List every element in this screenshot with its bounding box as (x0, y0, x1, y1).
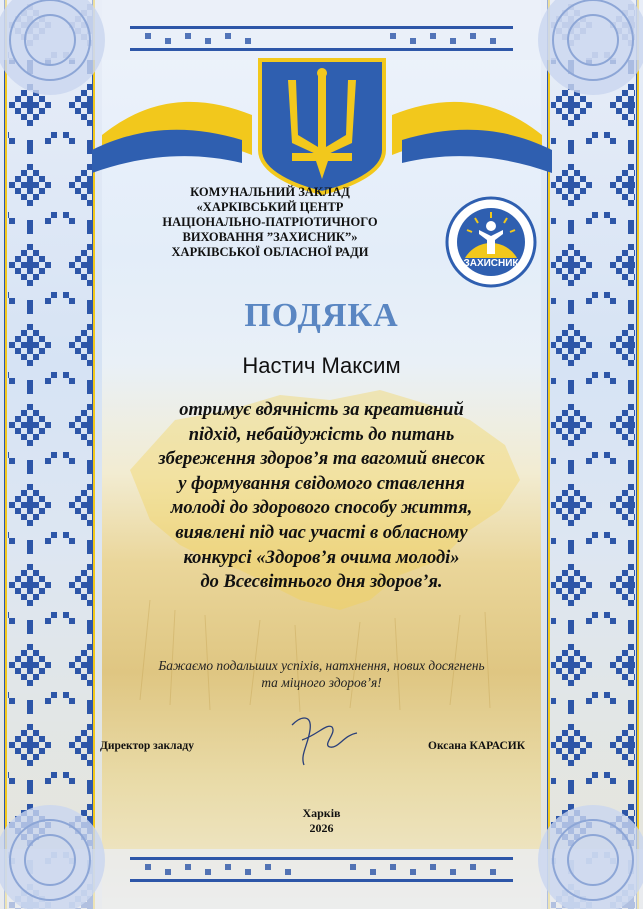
signatory-position: Директор закладу (100, 740, 194, 752)
org-line: ВИХОВАННЯ ”ЗАХИСНИК”» (182, 230, 358, 244)
handwritten-signature (282, 705, 362, 775)
recipient-name: Настич Максим (242, 353, 401, 378)
org-line: «ХАРКІВСЬКИЙ ЦЕНТР (196, 200, 344, 214)
left-ornament-border (0, 0, 102, 909)
right-ornament-border (541, 0, 643, 909)
org-line: КОМУНАЛЬНИЙ ЗАКЛАД (190, 185, 350, 199)
logo-name: ЗАХИСНИК (463, 258, 519, 269)
gratitude-text (110, 398, 533, 595)
gratitude-line: до Всесвітнього дня здоров’я. (200, 572, 443, 593)
embroidery-pattern-left (0, 0, 102, 909)
gratitude-line: отримує вдячність за креативний (179, 400, 464, 420)
certificate-title: ПОДЯКА (244, 297, 399, 334)
embroidery-pattern-right (541, 0, 643, 909)
org-line: ХАРКІВСЬКОЇ ОБЛАСНОЇ РАДИ (171, 245, 369, 259)
signatory-name: Оксана КАРАСИК (428, 740, 526, 752)
organization-name (100, 185, 440, 260)
logo-emblem-icon (445, 196, 537, 288)
gratitude-line: молоді до здорового способу життя, (170, 498, 473, 519)
gratitude-line: конкурсі «Здоров’я очима молоді» (183, 547, 460, 568)
wish-line: та міцного здоров’я! (261, 675, 382, 690)
gratitude-line: виявлені під час участі в обласному (175, 522, 468, 543)
zakhysnyk-logo (445, 196, 537, 288)
trident-coat-of-arms-icon (92, 55, 552, 195)
wishes-text (110, 657, 533, 691)
city: Харків (302, 806, 341, 820)
gratitude-line: у формування свідомого ставлення (178, 473, 465, 494)
year: 2026 (309, 821, 334, 835)
gratitude-line: збереження здоров’я та вагомий внесок (158, 449, 485, 470)
gratitude-line: підхід, небайдужість до питань (188, 424, 455, 445)
org-line: НАЦІОНАЛЬНО-ПАТРІОТИЧНОГО (162, 215, 378, 229)
wish-line: Бажаємо подальших успіхів, натхнення, нових досягнень (158, 658, 485, 673)
